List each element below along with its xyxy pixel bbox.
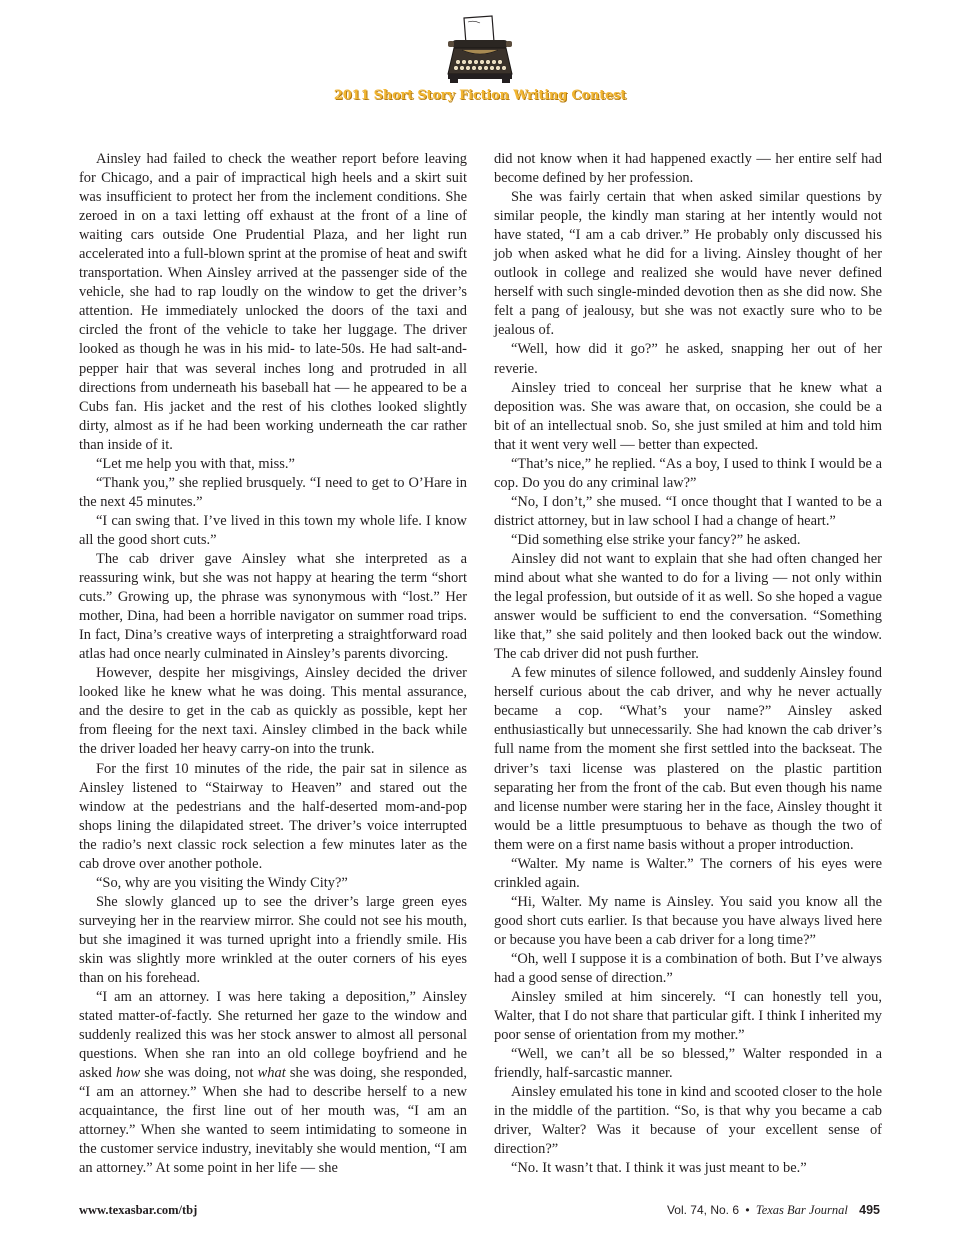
- paragraph: “Oh, well I suppose it is a combination of both. But I’ve always had a good sense of direction.”: [494, 950, 882, 987]
- page-number: 495: [859, 1203, 880, 1217]
- paragraph: A few minutes of silence followed, and suddenly Ainsley found herself curious about the cab driver, and why he never actually became a cop. “What’s your name?” Ainsley asked enthusiastically but unnecessarily. She had known the cab driver’s full name from the moment she first settled into the backseat. The driver’s taxi license was plastered on the plastic partition separating her from the front of the cab. But even though his name and license number were staring her in the face, Ainsley thought it would be a little presumptuous to behave as though the two of them were on a first name basis without a proper introduction.: [494, 665, 882, 853]
- paragraph: Ainsley tried to conceal her surprise that he knew what a deposition was. She was aware that, on occasion, she could be a bit of an intellectual snob. So, she just smiled at him and told him that it went very well — better than expected.: [494, 379, 882, 453]
- paragraph: The cab driver gave Ainsley what she interpreted as a reassuring wink, but she was not happy at hearing the term “short cuts.” Growing up, the phrase was synonymous with “lost.” Her mother, Dina, had been a horrible navigator on summer road trips. In fact, Dina’s creative ways of interpreting a straightforward road atlas had once nearly culminated in Ainsley’s parents divorcing.: [79, 550, 467, 663]
- paragraph: “No, I don’t,” she mused. “I once thought that I wanted to be a district attorney, but in law school I had a change of heart.”: [494, 493, 882, 529]
- contest-header: [0, 14, 960, 103]
- paragraph: “Let me help you with that, miss.”: [96, 455, 295, 472]
- paragraph: She was fairly certain that when asked similar questions by similar people, the kindly man staring at her intently would not have stated, “I am a cab driver.” He probably only discussed his job when asked what he did for a living. Ainsley thought of her outlook in college and realized she would have never defined herself with such single-minded devotion then as she did now. She felt a pang of jealousy, but she was not exactly sure who to be jealous of.: [494, 189, 882, 339]
- journal-name: Texas Bar Journal: [755, 1203, 848, 1217]
- paragraph: “That’s nice,” he replied. “As a boy, I used to think I would be a cop. Do you do any criminal law?”: [494, 455, 882, 491]
- typewriter-icon: [440, 14, 520, 86]
- paragraph: “Well, how did it go?” he asked, snapping her out of her reverie.: [494, 341, 882, 377]
- paragraph: “Walter. My name is Walter.” The corners of his eyes were crinkled again.: [494, 855, 882, 891]
- paragraph: For the first 10 minutes of the ride, the pair sat in silence as Ainsley listened to “Stairway to Heaven” and stared out the window at the pedestrians and the half-deserted mom-and-pop shops lining the dilapidated street. The driver’s voice interrupted the radio’s next classic rock selection a few minutes later as the cab drove over another pothole.: [79, 760, 467, 872]
- paragraph: Ainsley had failed to check the weather report before leaving for Chicago, and a pair of impractical high heels and a skirt suit was insufficient to protect her from the inclement conditions. She zeroed in on a taxi letting off exhaust at the front of a line of waiting cars outside One Prudential Plaza, and her light run accelerated into a full-blown sprint at the promise of heat and swift transportation. When Ainsley arrived at the passenger side of the vehicle, she had to rap loudly on the window to get the driver’s attention. He immediately unlocked the doors of the taxi and circled the front of the vehicle to take her luggage. The driver looked as though he was in his mid- to late-50s. He had salt-and-pepper hair that was several inches long and protruded in all directions from underneath his baseball hat — he appeared to be a Cubs fan. His jacket and the rest of his clothes looked slightly dirty, almost as if he had been working underneath the car rather than inside of it.: [79, 151, 467, 453]
- paragraph: Ainsley did not want to explain that she had often changed her mind about what she wanted to do for a living — not only within the legal profession, but outside of it as well. So she hoped a vague answer would be sufficient to end the conversation. “Something like that,” she said politely and then looked back out the window. The cab driver did not push further.: [494, 550, 882, 663]
- paragraph: She slowly glanced up to see the driver’s large green eyes surveying her in the rearview mirror. She could not see his mouth, but she imagined it was turned upright into a friendly smile. His skin was slightly more wrinkled at the outer corners of his eyes than on his forehead.: [79, 893, 467, 987]
- paragraph: “Well, we can’t all be so blessed,” Walter responded in a friendly, half-sarcastic manner.: [494, 1046, 882, 1082]
- paragraph: “So, why are you visiting the Windy City?”: [96, 874, 348, 891]
- paragraph: “No. It wasn’t that. I think it was just meant to be.”: [511, 1160, 807, 1177]
- paragraph: “Hi, Walter. My name is Ainsley. You said you know all the good short cuts earlier. Is that because you have always lived here or because you have been a cab driver for a long time?”: [494, 893, 882, 948]
- paragraph: “I am an attorney. I was here taking a deposition,” Ainsley stated matter-of-factly. She returned her gaze to the window and suddenly realized this was her stock answer to almost all personal questions. When she ran into an old college boyfriend and he asked how she was doing, not what she was doing, she responded, “I am an attorney.” When she had to describe herself to a new acquaintance, the first line out of her mouth was, “I am an attorney.” When she wanted to seem intimidating to someone in the customer service industry, inevitably she would mention, “I am an attorney.” At some point in her life — she: [79, 989, 467, 1177]
- paragraph: Ainsley smiled at him sincerely. “I can honestly tell you, Walter, that I do not share that particular gift. I think I inherited my poor sense of orientation from my mother.”: [494, 989, 882, 1044]
- left-column: [79, 150, 467, 1179]
- page-footer: [667, 1203, 880, 1218]
- right-column: [494, 150, 882, 1179]
- paragraph: “I can swing that. I’ve lived in this town my whole life. I know all the good short cuts.”: [79, 512, 467, 548]
- contest-title: 2011 Short Story Fiction Writing Contest: [333, 88, 627, 103]
- volume-label: Vol. 74, No. 6: [666, 1203, 739, 1217]
- paragraph: “Did something else strike your fancy?” he asked.: [511, 531, 801, 548]
- paragraph: Ainsley emulated his tone in kind and scooted closer to the hole in the middle of the partition. “So, is that why you became a cab driver, Walter? Was it because of your excellent sense of direction?”: [494, 1084, 882, 1158]
- paragraph: “Thank you,” she replied brusquely. “I need to get to O’Hare in the next 45 minutes.”: [79, 474, 467, 510]
- paragraph: However, despite her misgivings, Ainsley decided the driver looked like he knew what he was doing. This mental assurance, and the desire to get in the cab as quickly as possible, kept her from fleeing for the next taxi. Ainsley climbed in the back while the driver loaded her heavy carry-on into the trunk.: [79, 665, 467, 758]
- paragraph: did not know when it had happened exactly — her entire self had become defined by her profession.: [494, 151, 882, 187]
- footer-separator: •: [745, 1203, 750, 1217]
- website-link[interactable]: www.texasbar.com/tbj: [79, 1203, 198, 1217]
